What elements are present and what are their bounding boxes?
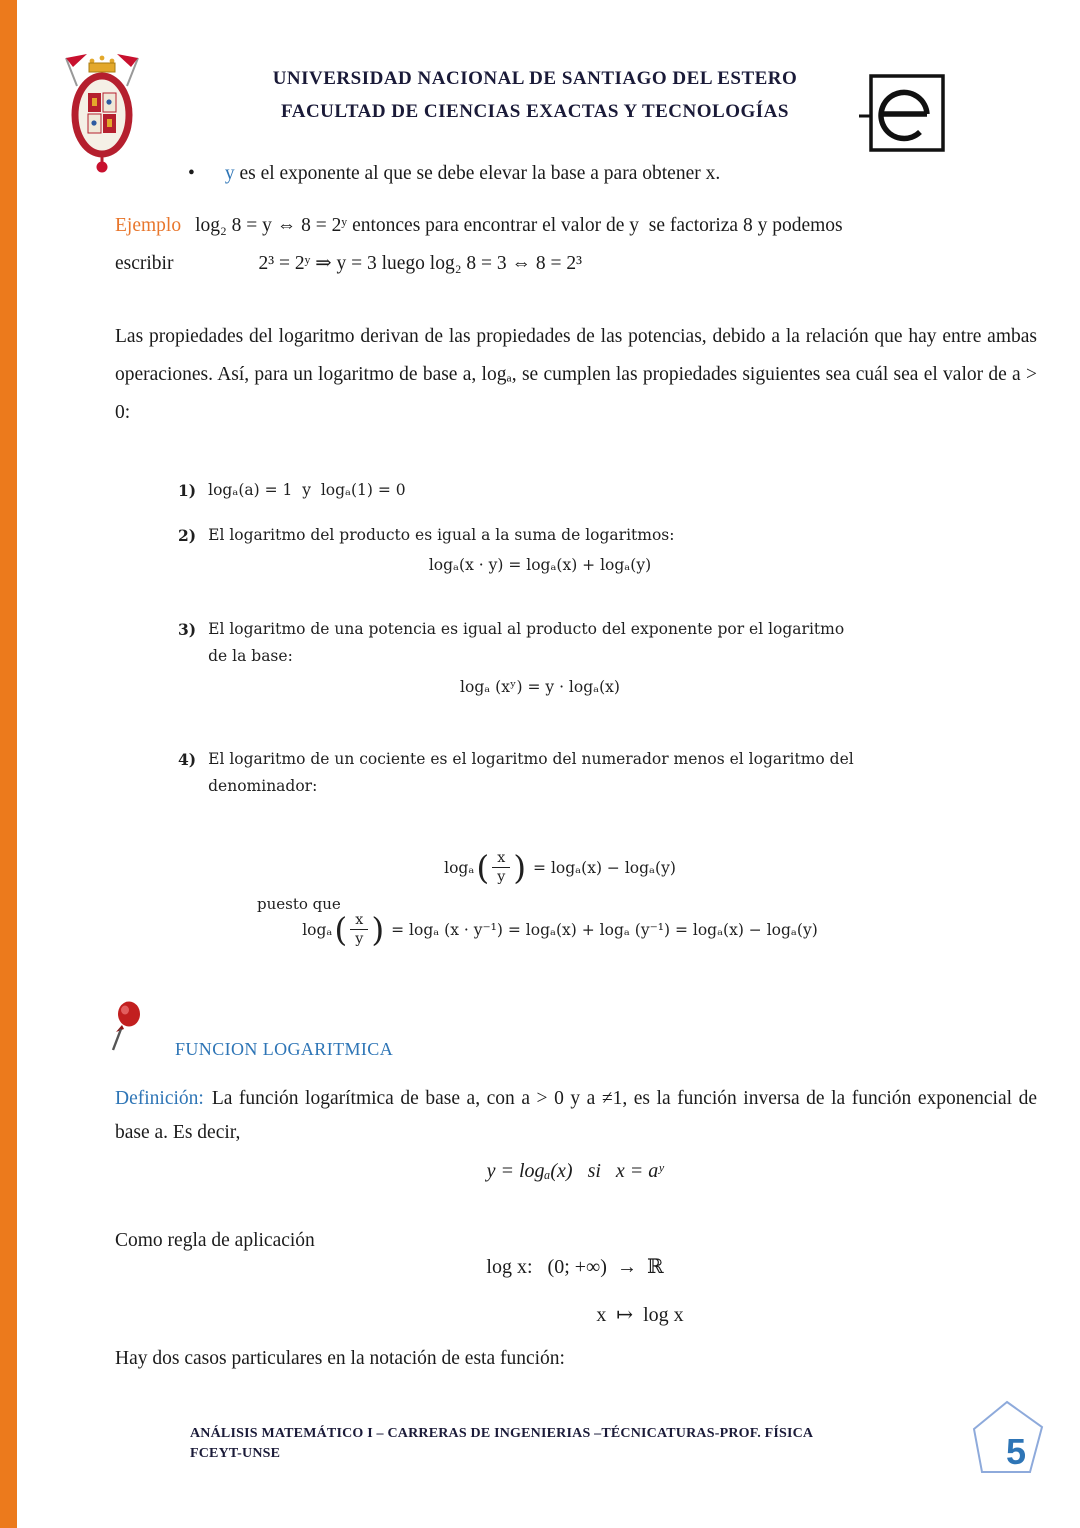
quotient-derivation-formula	[115, 912, 1005, 948]
pentagon-page-badge	[972, 1400, 1046, 1476]
example-label: Ejemplo	[115, 215, 182, 236]
item-text-line-2: denominador:	[208, 777, 318, 795]
open-paren: (	[476, 848, 490, 888]
open-paren: (	[334, 910, 348, 950]
example-text-1: log₂ 8 = y ⇔ 8 = 2ʸ entonces para encontrar el valor de y se factoriza 8 y podemos	[195, 215, 843, 236]
example-line-2	[115, 245, 1035, 283]
page-footer	[190, 1424, 910, 1464]
formula-rest: = logₐ(x) − logₐ(y)	[528, 858, 676, 877]
item-text	[208, 746, 854, 800]
item-text: logₐ(a) = 1 y logₐ(1) = 0	[208, 481, 406, 499]
property-item-2	[178, 522, 978, 549]
product-formula: logₐ(x · y) = logₐ(x) + logₐ(y)	[428, 556, 652, 574]
document-header	[150, 62, 920, 128]
red-pushpin-icon	[106, 1000, 148, 1058]
item-text	[208, 616, 844, 670]
item-number: 1)	[178, 481, 197, 500]
fraction-numerator: x	[492, 850, 510, 868]
bullet-icon: •	[188, 163, 195, 184]
bullet-variable: y	[224, 163, 235, 184]
close-paren: )	[371, 910, 385, 950]
fraction	[350, 912, 368, 948]
item-number: 4)	[178, 750, 197, 769]
formula-rest: = logₐ (x · y⁻¹) = logₐ(x) + logₐ (y⁻¹) = logₐ(x) − logₐ(y)	[386, 920, 818, 939]
log-definition-formula: y = logₐ(x) si x = aʸ	[486, 1160, 664, 1182]
bullet-text: es el exponente al que se debe elevar la base a para obtener x.	[234, 163, 721, 184]
item-text: El logaritmo del producto es igual a la suma de logaritmos:	[208, 526, 675, 544]
unse-coat-of-arms-icon	[60, 52, 144, 176]
pushpin-svg	[106, 1000, 148, 1058]
footer-institution-line: FCEYT-UNSE	[190, 1446, 281, 1461]
close-paren: )	[513, 848, 527, 888]
particular-cases-text: Hay dos casos particulares en la notación de esta función:	[115, 1348, 565, 1369]
power-formula: logₐ (xʸ) = y · logₐ(x)	[460, 678, 620, 696]
fceyt-logo-icon	[856, 66, 950, 160]
fceyt-logo-svg	[856, 66, 950, 160]
puesto-que-label: puesto que	[257, 895, 341, 913]
page-badge-svg	[972, 1400, 1046, 1476]
fraction-denominator: y	[355, 931, 364, 948]
item-text-line-1: El logaritmo de una potencia es igual al producto del exponente por el logaritmo	[208, 620, 845, 638]
bullet-text-line	[225, 163, 720, 185]
example-text-2: 2³ = 2ʸ ⇒ y = 3 luego log₂ 8 = 3 ⇔ 8 = 2³	[258, 253, 582, 274]
faculty-name: FACULTAD DE CIENCIAS EXACTAS Y TECNOLOGÍAS	[281, 101, 789, 122]
rule-mapping-formula: x ↦ log x	[596, 1304, 684, 1326]
example-line-1	[115, 207, 1035, 245]
fraction-denominator: y	[497, 869, 506, 886]
university-name: UNIVERSIDAD NACIONAL DE SANTIAGO DEL ESTERO	[272, 68, 798, 89]
definition-paragraph	[115, 1082, 1037, 1150]
left-accent-bar	[0, 0, 17, 1528]
formula-log-prefix: logₐ	[444, 858, 475, 877]
unse-coat-of-arms-svg	[60, 52, 144, 176]
footer-course-line: ANÁLISIS MATEMÁTICO I – CARRERAS DE INGENIERIAS –TÉCNICATURAS-PROF. FÍSICA	[190, 1426, 814, 1441]
fraction-numerator: x	[350, 912, 368, 930]
item-number: 3)	[178, 620, 197, 639]
item-number: 2)	[178, 526, 197, 545]
definition-text: La función logarítmica de base a, con a > 0 y a ≠1, es la función inversa de la función exponencial de base a. Es decir,	[115, 1088, 1037, 1143]
quotient-formula	[115, 850, 1005, 886]
definition-label: Definición:	[115, 1088, 204, 1109]
fraction	[492, 850, 510, 886]
bullet-point-line	[188, 163, 720, 185]
item-text-line-1: El logaritmo de un cociente es el logaritmo del numerador menos el logaritmo del	[208, 750, 854, 768]
property-item-4	[178, 746, 978, 800]
property-item-3	[178, 616, 978, 670]
example-word: escribir	[115, 253, 174, 274]
rule-domain-formula: log x: (0; +∞) → ℝ	[486, 1256, 664, 1278]
section-title-funcion-logaritmica: FUNCION LOGARITMICA	[175, 1039, 394, 1059]
item-text-line-2: de la base:	[208, 647, 293, 665]
properties-intro-paragraph: Las propiedades del logaritmo derivan de las propiedades de las potencias, debido a la relación que hay entre ambas operaciones. Así, para un logaritmo de base a, logₐ, se cumplen las propiedades siguientes sea cuál sea el valor de a > 0:	[115, 326, 1037, 423]
formula-log-prefix: logₐ	[302, 920, 333, 939]
page-number: 5	[1005, 1431, 1027, 1472]
example-block	[115, 207, 1035, 283]
property-item-1	[178, 477, 978, 504]
rule-intro: Como regla de aplicación	[115, 1230, 315, 1251]
